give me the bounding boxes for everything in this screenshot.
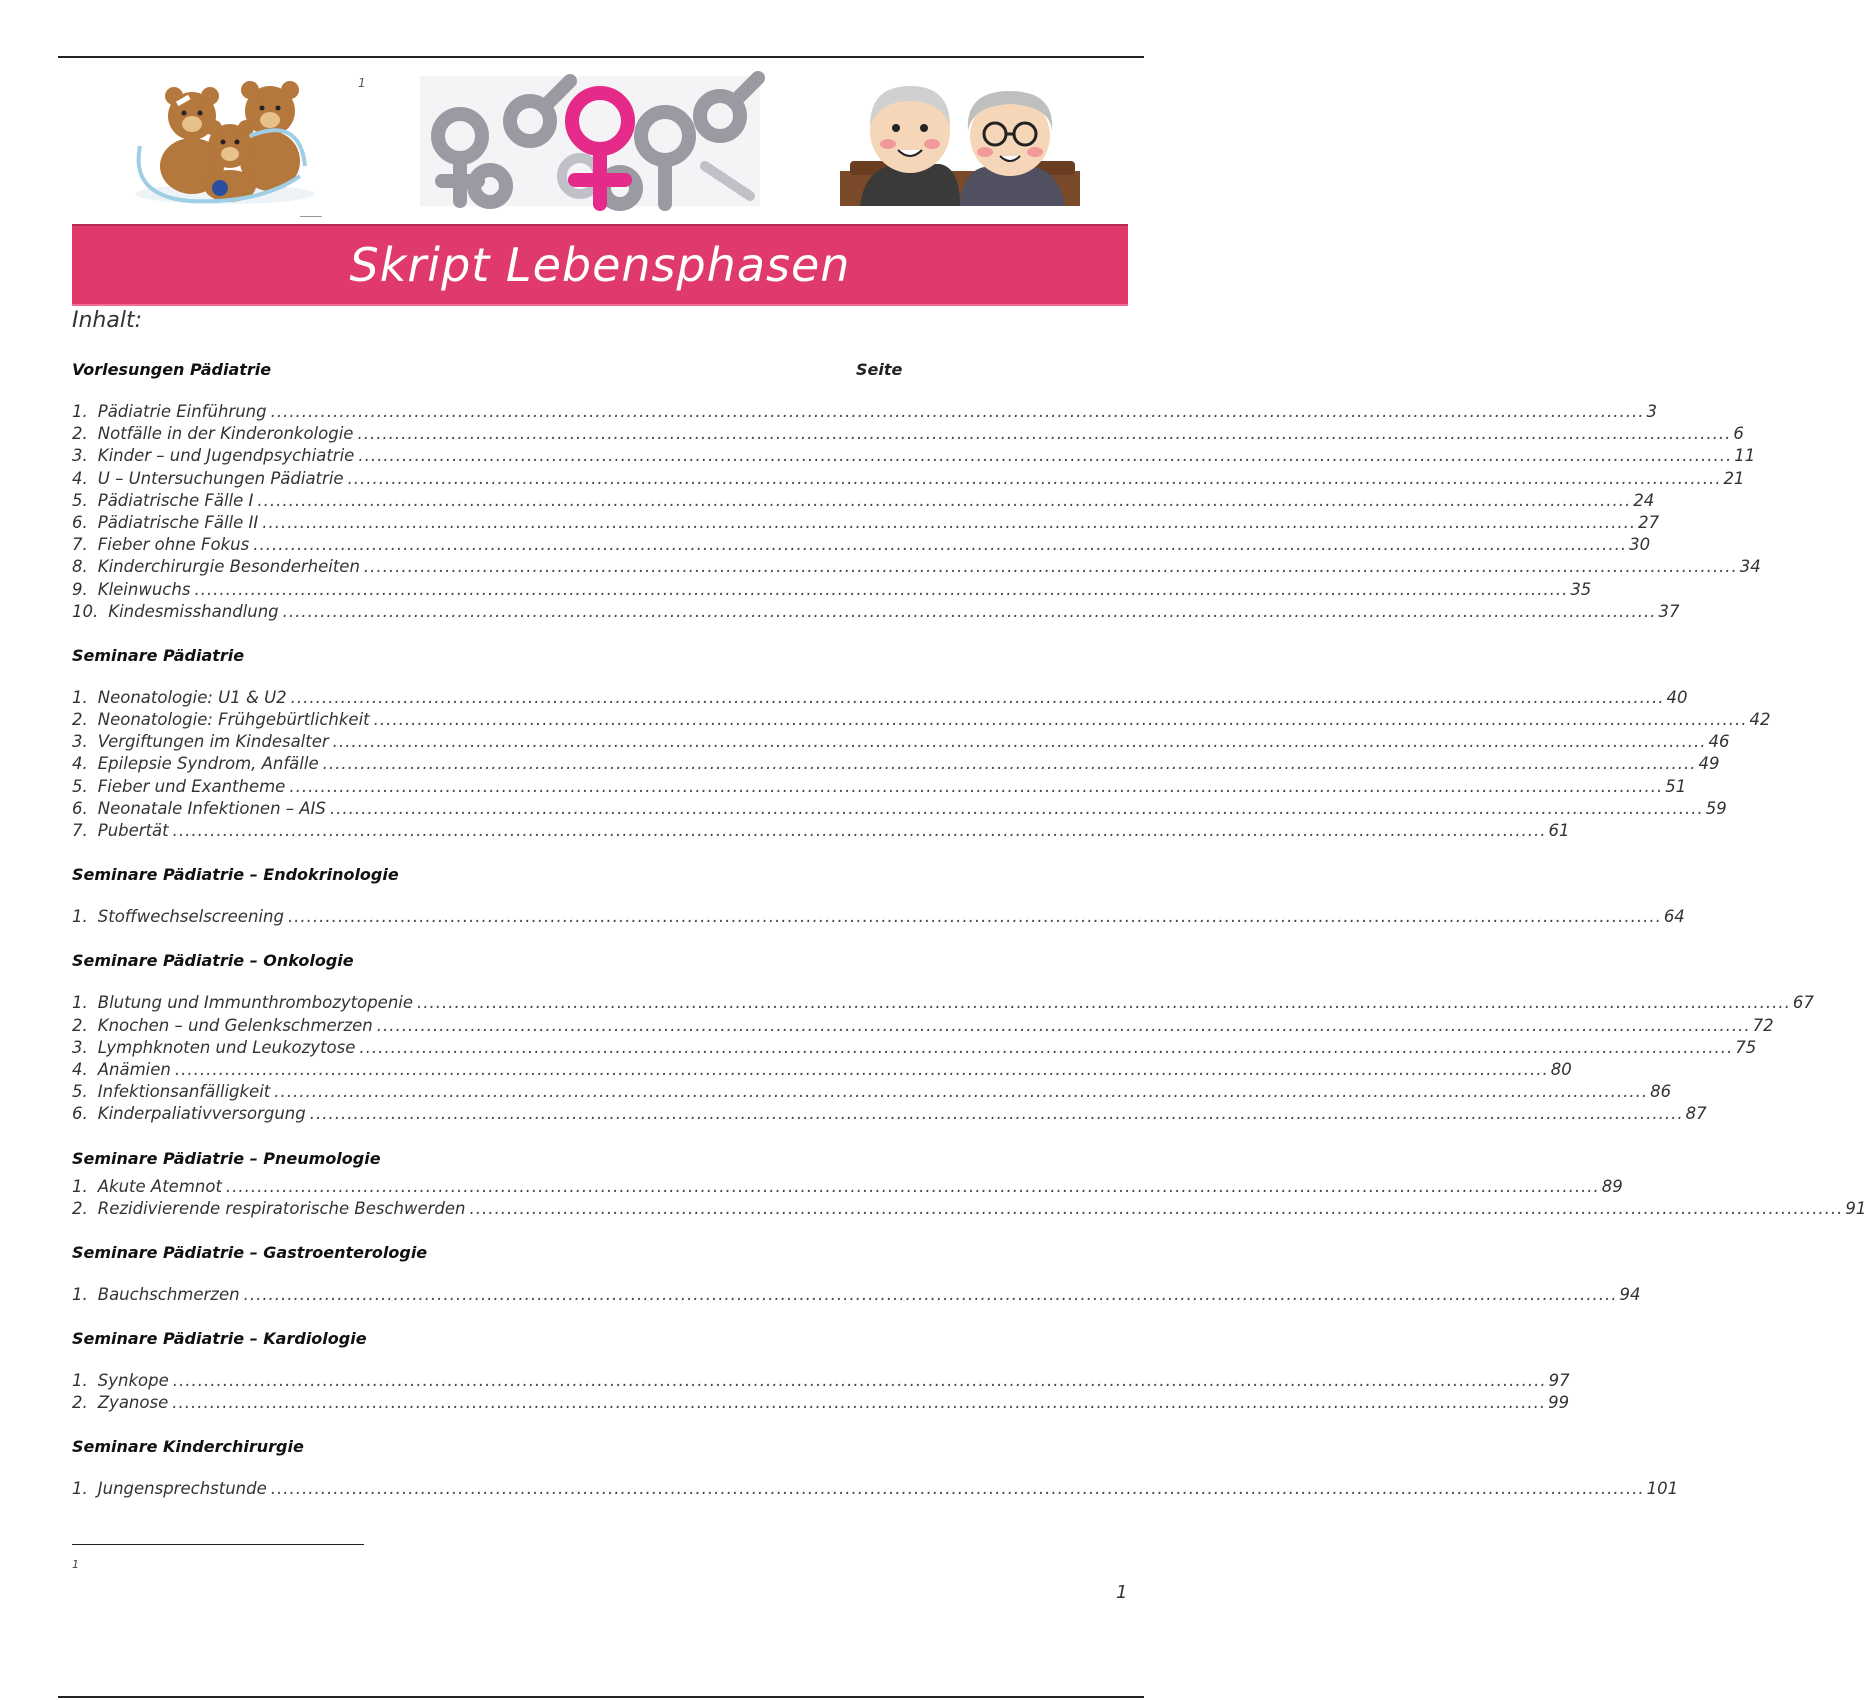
toc-entry-label: Knochen – und Gelenkschmerzen [97,1015,373,1035]
toc-entry-number: 4. [72,754,88,774]
toc-section-header [72,1329,1072,1357]
toc-entry[interactable] [72,907,1685,929]
toc-section [72,865,1685,951]
toc-entry-number: 2. [72,424,88,444]
toc-dot-leader: ............................................................................................................................................................................................................................ [270,402,1645,421]
toc-entry-label: Kinderpaliativversorgung [97,1104,306,1124]
toc-entry-number: 1. [72,1371,88,1391]
toc-entry-page: 72 [1752,1015,1774,1035]
toc-entry-page: 46 [1708,732,1730,752]
toc-entry-label: Rezidivierende respiratorische Beschwerden [97,1198,466,1218]
toc-section [72,1242,1641,1329]
toc-entry-number: 4. [72,468,88,488]
toc-entry[interactable] [72,1284,1641,1307]
toc-entry-number: 2. [72,1393,88,1413]
toc-entry[interactable] [72,687,1688,710]
toc-section-title: Seminare Pädiatrie – Onkologie [72,951,354,971]
toc-entry-page: 80 [1550,1059,1572,1079]
toc-section-header [72,865,1072,893]
toc-entry-number: 5. [72,776,88,796]
toc-entry[interactable] [72,446,1756,468]
footnote-mark: 1 [72,1558,79,1571]
toc-dot-leader: ............................................................................................................................................................................................................................ [172,1393,1547,1413]
toc-entry-label: Synkope [97,1371,169,1391]
toc-entry[interactable] [72,557,1761,579]
toc-entry-label: Kinder – und Jugendpsychiatrie [97,446,355,466]
toc-entry-label: Jungensprechstunde [97,1479,267,1499]
elderly-couple-image [840,76,1080,206]
toc-entry-number: 1. [72,907,88,927]
toc-dot-leader: ............................................................................................................................................................................................................................ [270,1479,1645,1499]
toc-entry-page: 37 [1658,601,1680,621]
page-column-header: Seite [856,360,903,379]
toc-entry[interactable] [72,1198,1866,1221]
toc-dot-leader: ............................................................................................................................................................................................................................ [174,1059,1549,1079]
toc-entry-number: 3. [72,1037,88,1057]
toc-entry-page: 61 [1548,821,1570,840]
toc-entry-page: 30 [1629,535,1651,555]
toc-entry-label: Blutung und Immunthrombozytopenie [97,993,414,1013]
toc-entry-page: 42 [1749,710,1771,730]
gender-symbols-image [420,76,760,206]
toc-dot-leader: ............................................................................................................................................................................................................................ [357,424,1732,444]
toc-entry-page: 86 [1650,1082,1672,1102]
toc-section [72,360,1761,646]
toc-entry-label: Fieber ohne Fokus [97,535,250,555]
toc-section-title: Vorlesungen Pädiatrie [72,360,272,379]
toc-entry-page: 6 [1733,424,1744,444]
toc-dot-leader: ............................................................................................................................................................................................................................ [376,1015,1751,1035]
title-banner [72,224,1128,306]
toc-entry[interactable] [72,821,1570,843]
toc-entry-page: 3 [1646,402,1657,421]
toc-section [72,1148,1866,1243]
toc-dot-leader: ............................................................................................................................................................................................................................ [257,490,1632,510]
toc-entry-number: 10. [72,601,99,621]
toc-entry-page: 24 [1633,490,1655,510]
toc-entry[interactable] [72,1059,1572,1082]
toc-entry-label: Kinderchirurgie Besonderheiten [97,557,360,577]
toc-entry-page: 11 [1734,446,1756,466]
toc-entry-number: 7. [72,821,88,840]
toc-dot-leader: ............................................................................................................................................................................................................................ [172,821,1547,840]
bottom-rule [58,1696,1144,1698]
toc-dot-leader: ............................................................................................................................................................................................................................ [290,687,1665,707]
toc-dot-leader: ............................................................................................................................................................................................................................ [274,1082,1649,1102]
toc-entry-page: 59 [1705,798,1727,818]
toc-entry-number: 6. [72,798,88,818]
toc-entry[interactable] [72,710,1771,732]
toc-entry-page: 49 [1698,754,1720,774]
toc-entry-label: Zyanose [97,1393,169,1413]
toc-entry-label: Neonatale Infektionen – AIS [97,798,326,818]
toc-entry[interactable] [72,1015,1774,1038]
toc-dot-leader: ............................................................................................................................................................................................................................ [347,468,1722,488]
toc-entry[interactable] [72,754,1720,776]
teddy-bears-image [120,76,330,206]
toc-dot-leader: ............................................................................................................................................................................................................................ [172,1371,1547,1391]
toc-entry-label: Epilepsie Syndrom, Anfälle [97,754,319,774]
toc-entry[interactable] [72,490,1655,513]
toc-entry-page: 101 [1646,1479,1679,1499]
toc-entry[interactable] [72,732,1730,754]
toc-entry-number: 5. [72,490,88,510]
toc-section [72,1329,1570,1437]
toc-section-title: Seminare Pädiatrie – Endokrinologie [72,865,399,885]
toc-entry-label: Stoffwechselscreening [97,907,284,927]
toc-entry-number: 2. [72,1015,88,1035]
toc-entry-number: 3. [72,732,88,752]
toc-entry-number: 4. [72,1059,88,1079]
toc-dot-leader: ............................................................................................................................................................................................................................ [358,446,1733,466]
toc-section [72,951,1814,1148]
toc-dot-leader: ............................................................................................................................................................................................................................ [469,1198,1844,1218]
toc-section-header [72,646,1072,674]
toc-entry-page: 87 [1685,1104,1707,1124]
toc-section-title: Seminare Pädiatrie – Kardiologie [72,1329,367,1349]
toc-entry-page: 91 [1845,1198,1866,1218]
toc-entry[interactable] [72,1082,1672,1104]
toc-entry-label: Vergiftungen im Kindesalter [97,732,329,752]
toc-entry-label: Neonatologie: U1 & U2 [97,687,287,707]
toc-entry-label: Neonatologie: Frühgebürtlichkeit [97,710,370,730]
toc-entry-label: Pädiatrie Einführung [97,402,267,421]
toc-entry-page: 21 [1723,468,1745,488]
toc-section-header [72,360,1072,388]
toc-entry[interactable] [72,601,1680,624]
table-of-contents [72,360,1866,1524]
toc-section-header [72,1243,1072,1271]
toc-entry-label: Akute Atemnot [97,1176,222,1196]
toc-section-title: Seminare Kinderchirurgie [72,1437,304,1457]
toc-dot-leader: ............................................................................................................................................................................................................................ [363,557,1738,577]
toc-entry-number: 9. [72,579,88,599]
toc-entry-page: 51 [1665,776,1687,796]
toc-entry-number: 1. [72,1479,88,1499]
toc-entry-number: 1. [72,687,88,707]
toc-entry[interactable] [72,1479,1679,1501]
toc-section [72,1437,1679,1523]
toc-dot-leader: ............................................................................................................................................................................................................................ [332,732,1707,752]
toc-section [72,645,1771,865]
toc-entry[interactable] [72,1037,1757,1060]
toc-dot-leader: ............................................................................................................................................................................................................................ [373,710,1748,730]
toc-dot-leader: ............................................................................................................................................................................................................................ [262,512,1637,532]
toc-entry[interactable] [72,993,1814,1015]
toc-dot-leader: ............................................................................................................................................................................................................................ [282,601,1657,621]
toc-entry-page: 94 [1619,1284,1641,1304]
toc-entry-page: 75 [1735,1037,1757,1057]
toc-entry-number: 1. [72,402,88,421]
toc-section-header [72,951,1072,979]
toc-entry[interactable] [72,468,1745,491]
toc-entry-number: 2. [72,1198,88,1218]
top-rule [58,56,1144,58]
toc-dot-leader: ............................................................................................................................................................................................................................ [289,776,1664,796]
toc-entry-label: Kindesmisshandlung [108,601,279,621]
toc-entry-number: 1. [72,1284,88,1304]
toc-entry-number: 6. [72,1104,88,1124]
toc-entry-number: 5. [72,1082,88,1102]
toc-dot-leader: ............................................................................................................................................................................................................................ [243,1284,1618,1304]
toc-dot-leader: ............................................................................................................................................................................................................................ [194,579,1569,599]
toc-dot-leader: ............................................................................................................................................................................................................................ [225,1176,1600,1196]
toc-entry-number: 3. [72,446,88,466]
toc-entry-page: 27 [1638,512,1660,532]
toc-entry-page: 89 [1601,1176,1623,1196]
toc-dot-leader: ............................................................................................................................................................................................................................ [287,907,1662,927]
toc-entry-label: Pädiatrische Fälle II [97,512,259,532]
toc-entry-label: Infektionsanfälligkeit [97,1082,271,1102]
toc-section-header [72,1149,1072,1177]
toc-entry-label: Notfälle in der Kinderonkologie [97,424,354,444]
toc-entry-page: 40 [1666,687,1688,707]
header-images [0,76,1200,216]
toc-entry-label: Pubertät [97,821,169,840]
toc-entry[interactable] [72,512,1660,535]
toc-section-title: Seminare Pädiatrie – Pneumologie [72,1148,381,1168]
toc-dot-leader: ............................................................................................................................................................................................................................ [253,535,1628,555]
document-title: Skript Lebensphasen [349,238,851,292]
toc-entry[interactable] [72,535,1651,557]
toc-entry-label: Kleinwuchs [97,579,191,599]
toc-entry-label: U – Untersuchungen Pädiatrie [97,468,344,488]
toc-entry-page: 97 [1548,1371,1570,1391]
toc-dot-leader: ............................................................................................................................................................................................................................ [359,1037,1734,1057]
page-number: 1 [1116,1582,1128,1603]
toc-entry[interactable] [72,579,1592,602]
toc-entry-number: 2. [72,710,88,730]
toc-dot-leader: ............................................................................................................................................................................................................................ [329,798,1704,818]
toc-dot-leader: ............................................................................................................................................................................................................................ [417,993,1791,1013]
toc-entry-page: 64 [1663,907,1685,927]
toc-dot-leader: ............................................................................................................................................................................................................................ [309,1104,1684,1124]
toc-section-title: Seminare Pädiatrie [72,645,245,665]
toc-entry-label: Bauchschmerzen [97,1284,240,1304]
toc-entry-page: 99 [1548,1393,1570,1413]
toc-entry-page: 34 [1739,557,1761,577]
toc-entry[interactable] [72,1371,1570,1393]
toc-entry[interactable] [72,1393,1570,1415]
toc-entry-label: Fieber und Exantheme [97,776,286,796]
toc-section-header [72,1437,1072,1465]
toc-entry-label: Anämien [97,1059,171,1079]
footnote-rule [72,1544,364,1545]
toc-section-title: Seminare Pädiatrie – Gastroenterologie [72,1242,428,1262]
toc-entry[interactable] [72,798,1727,821]
toc-entry-number: 1. [72,1176,88,1196]
toc-entry-number: 8. [72,557,88,577]
toc-entry-number: 7. [72,535,88,555]
toc-dot-leader: ............................................................................................................................................................................................................................ [322,754,1697,774]
toc-entry-number: 6. [72,512,88,532]
toc-entry[interactable] [72,402,1657,424]
toc-entry[interactable] [72,1176,1623,1199]
toc-entry-label: Pädiatrische Fälle I [97,490,254,510]
toc-entry[interactable] [72,424,1744,446]
toc-entry-label: Lymphknoten und Leukozytose [97,1037,356,1057]
contents-label: Inhalt: [72,308,143,333]
header-tick: 1 [358,76,366,90]
header-small-line [300,216,322,217]
toc-entry-page: 35 [1570,579,1592,599]
toc-entry-number: 1. [72,993,88,1013]
toc-entry[interactable] [72,776,1687,799]
toc-entry[interactable] [72,1104,1707,1126]
toc-entry-page: 67 [1792,993,1814,1013]
